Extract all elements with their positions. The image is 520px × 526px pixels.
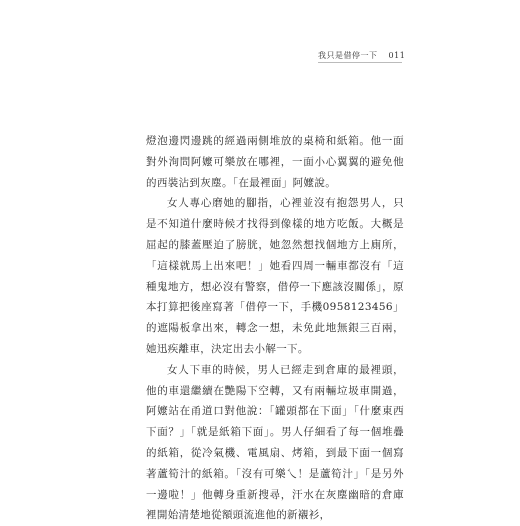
- page-number: 011: [388, 51, 406, 60]
- paragraph-3: 女人下車的時候，男人已經走到倉庫的最裡頭，他的車還繼續在艷陽下空轉，又有兩輛垃圾車開過，阿嬤站在甬道口對他說：「罐頭都在下面」「什麼東西下面？」「就是紙箱下面」。男人仔細看了每一個堆疊的紙箱，從冷氣機、電風扇、烤箱，到最下面一個寫著蘆筍汁的紙箱。「沒有可樂乀！是蘆筍汁」「是另外一邊啦！」他轉身重新搜尋，汗水在灰塵幽暗的倉庫裡開始清楚地從額頭流進他的新襯衫，: [146, 363, 404, 522]
- paragraph-1: 燈泡邊閃邊跳的經過兩側堆放的桌椅和紙箱。他一面對外洵問阿嬤可樂放在哪裡，一面小心翼翼的避免他的西裝沾到灰塵。「在最裡面」阿嬤說。: [146, 135, 404, 189]
- paragraph-2: 女人專心磨她的腳指，心裡並沒有抱怨男人，只是不知道什麼時候才找得到像樣的地方吃飯。大概是屈起的膝蓋壓迫了膀胱，她忽然想找個地方上廁所，「這樣就馬上出來吧！」她看四周一輛車都沒有「這種鬼地方，想必沒有警察，借停一下應該沒關係」，原本打算把後座寫著「借停一下，手機0958123456」的遮陽板拿出來，轉念一想，未免此地無銀三百兩，她迅疾離車，決定出去小解一下。: [146, 197, 404, 355]
- header-rule: [318, 62, 402, 63]
- running-header: [318, 50, 405, 61]
- body-text: [146, 131, 404, 526]
- running-header-title: 我只是借停一下: [318, 51, 378, 60]
